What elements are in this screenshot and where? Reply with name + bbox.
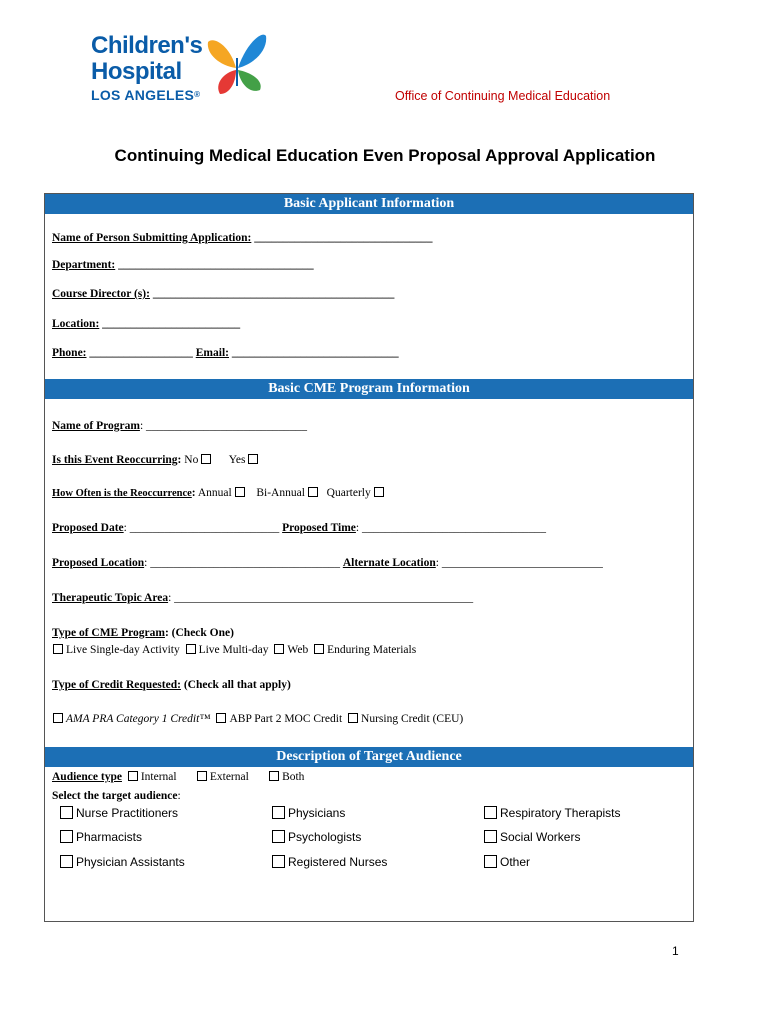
- credit-type-label: Type of Credit Requested: (Check all that apply): [52, 679, 291, 691]
- select-audience-label: Select the target audience:: [52, 790, 181, 802]
- reoccurrence-row: How Often is the Reoccurrence: Annual Bi-Annual Quarterly: [52, 487, 387, 499]
- checkbox-no[interactable]: [201, 454, 211, 464]
- logo-line2: Hospital: [91, 58, 182, 85]
- audience-nurse-practitioners[interactable]: Nurse Practitioners: [60, 806, 178, 820]
- checkbox-biannual[interactable]: [308, 487, 318, 497]
- date-time-row[interactable]: Proposed Date: __________________________ Proposed Time: ________________________________: [52, 522, 546, 534]
- checkbox-abp-moc[interactable]: [216, 713, 226, 723]
- checkbox-quarterly[interactable]: [374, 487, 384, 497]
- reoccurring-row: Is this Event Reoccurring: No Yes: [52, 454, 261, 466]
- credit-type-options: AMA PRA Category 1 Credit™ ABP Part 2 MOC Credit Nursing Credit (CEU): [50, 713, 463, 725]
- audience-respiratory-therapists[interactable]: Respiratory Therapists: [484, 806, 621, 820]
- audience-psychologists[interactable]: Psychologists: [272, 830, 361, 844]
- section-target-audience: Description of Target Audience: [45, 747, 693, 767]
- checkbox-internal[interactable]: [128, 771, 138, 781]
- logo-line3: LOS ANGELES®: [91, 87, 201, 103]
- section-basic-cme: Basic CME Program Information: [45, 379, 693, 399]
- audience-pharmacists[interactable]: Pharmacists: [60, 830, 142, 844]
- checkbox-annual[interactable]: [235, 487, 245, 497]
- office-name: Office of Continuing Medical Education: [395, 89, 611, 103]
- audience-physician-assistants[interactable]: Physician Assistants: [60, 855, 185, 869]
- logo-line1: Children's: [91, 32, 203, 59]
- department-field[interactable]: Department: __________________________________: [52, 259, 314, 271]
- audience-other[interactable]: Other: [484, 855, 530, 869]
- checkbox-external[interactable]: [197, 771, 207, 781]
- section-basic-applicant: Basic Applicant Information: [45, 194, 693, 214]
- course-director-field[interactable]: Course Director (s): __________________________________________: [52, 288, 395, 300]
- program-name-field[interactable]: Name of Program: ____________________________: [52, 420, 308, 432]
- topic-area-field[interactable]: Therapeutic Topic Area: ____________________________________________________: [52, 592, 474, 604]
- checkbox-single-day[interactable]: [53, 644, 63, 654]
- checkbox-yes[interactable]: [248, 454, 258, 464]
- audience-physicians[interactable]: Physicians: [272, 806, 345, 820]
- audience-registered-nurses[interactable]: Registered Nurses: [272, 855, 387, 869]
- checkbox-nursing-ceu[interactable]: [348, 713, 358, 723]
- phone-email-row[interactable]: Phone: __________________ Email: _____________________________: [52, 347, 399, 359]
- checkbox-both[interactable]: [269, 771, 279, 781]
- audience-social-workers[interactable]: Social Workers: [484, 830, 580, 844]
- checkbox-multi-day[interactable]: [186, 644, 196, 654]
- checkbox-ama-pra[interactable]: [53, 713, 63, 723]
- location-field[interactable]: Location: ________________________: [52, 318, 241, 330]
- page-title: Continuing Medical Education Even Proposal Approval Application: [114, 146, 656, 165]
- butterfly-icon: [206, 28, 268, 98]
- page-number: 1: [672, 944, 679, 958]
- cme-type-label: Type of CME Program: (Check One): [52, 627, 234, 639]
- submitter-name-field[interactable]: Name of Person Submitting Application: _______________________________: [52, 232, 433, 244]
- checkbox-enduring[interactable]: [314, 644, 324, 654]
- checkbox-web[interactable]: [274, 644, 284, 654]
- chla-logo: [88, 28, 273, 108]
- audience-type-row: Audience type Internal External Both: [52, 771, 305, 783]
- cme-type-options: Live Single-day Activity Live Multi-day Web Enduring Materials: [50, 644, 416, 656]
- location-row[interactable]: Proposed Location: _________________________________ Alternate Location: ____________________________: [52, 557, 603, 569]
